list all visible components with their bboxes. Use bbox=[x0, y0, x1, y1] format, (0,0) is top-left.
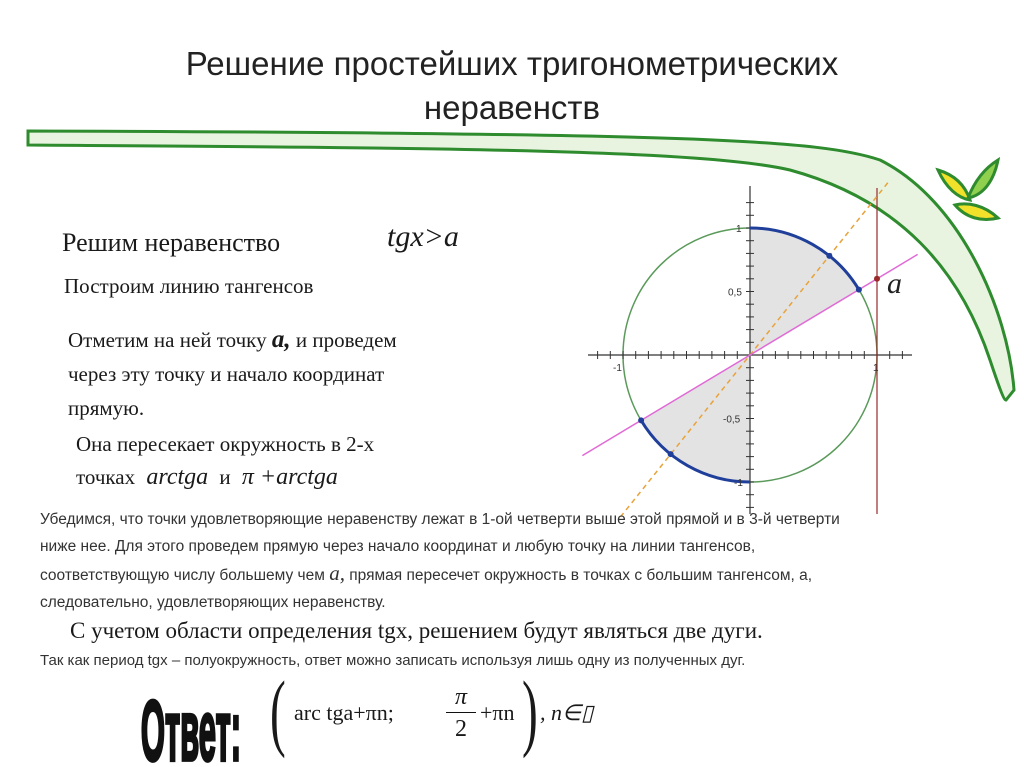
intersection-point-4 bbox=[668, 451, 674, 457]
mark-point-line bbox=[68, 326, 397, 354]
period-note: Так как период tgx – полуокружность, ответ можно записать используя лишь одну из полученных дуг. bbox=[40, 652, 746, 669]
point-a-marker bbox=[874, 276, 880, 282]
explanation-line-3 bbox=[40, 560, 1000, 589]
title-line-1: Решение простейших тригонометрических bbox=[185, 45, 839, 82]
explanation-var-a: a, bbox=[329, 561, 345, 585]
intersection-point-1 bbox=[856, 287, 862, 293]
line-text: прямую. bbox=[68, 396, 145, 420]
answer-heading bbox=[106, 678, 276, 764]
explanation-paragraph bbox=[40, 506, 1000, 616]
tick-label-x1: 1 bbox=[873, 363, 879, 374]
mark-point-var: a, bbox=[271, 326, 291, 353]
explanation-line-4: следовательно, удовлетворяющих неравенству. bbox=[40, 594, 386, 611]
arctg-point: arctga bbox=[146, 464, 209, 490]
tick-label-ym05: -0,5 bbox=[723, 414, 741, 426]
tick-label-xm1: -1 bbox=[613, 363, 622, 374]
solve-label: Решим неравенство bbox=[62, 228, 281, 257]
formula-arctg: arc tga+πn; bbox=[294, 700, 394, 725]
tick-label-y05: 0,5 bbox=[728, 287, 742, 299]
formula-n: , n∈▯ bbox=[540, 700, 594, 725]
explanation-line-1: Убедимся, что точки удовлетворяющие неравенству лежат в 1-ой четверти выше этой прямой и в 3-й четверти bbox=[40, 511, 840, 528]
point-a-label: a bbox=[887, 266, 902, 300]
shaded-sector-q1 bbox=[750, 228, 859, 355]
crosses-circle-text: Она пересекает окружность в 2-х bbox=[76, 432, 375, 456]
answer-word: Ответ: bbox=[140, 683, 242, 764]
mark-point-tail: и проведем bbox=[295, 328, 397, 352]
formula-arc bbox=[294, 700, 394, 726]
explanation-line-3b: прямая пересечет окружность в точках с большим тангенсом, а, bbox=[349, 567, 813, 584]
formula-rest: +πn bbox=[480, 700, 515, 725]
fraction-numerator: π bbox=[446, 682, 476, 713]
intersection-point-3 bbox=[826, 253, 832, 259]
fraction-denominator: 2 bbox=[455, 716, 467, 742]
tick-label-ym1: -1 bbox=[734, 478, 743, 489]
pi-arctg-point: π +arctga bbox=[241, 464, 338, 490]
and-word: и bbox=[219, 465, 231, 489]
unit-circle-diagram bbox=[580, 180, 920, 520]
points-line bbox=[76, 464, 338, 491]
build-line-text: Построим линию тангенсов bbox=[64, 274, 314, 298]
fraction bbox=[446, 682, 476, 745]
points-word: точках bbox=[76, 465, 136, 489]
mark-point-text: Отметим на ней точку bbox=[68, 328, 267, 352]
explanation-line-2: ниже нее. Для этого проведем прямую через начало координат и любую точку на линии тангенсов, bbox=[40, 538, 756, 555]
inequality-formula: tgx>a bbox=[387, 220, 459, 253]
domain-note: С учетом области определения tgx, решением будут являться две дуги. bbox=[70, 618, 763, 643]
through-origin-text: через эту точку и начало координат bbox=[68, 362, 385, 386]
sprout-icon bbox=[938, 160, 998, 219]
title-line-2: неравенств bbox=[423, 89, 601, 126]
right-paren: ) bbox=[522, 663, 538, 759]
explanation-line-3a: соответствующую числу большему чем bbox=[40, 567, 325, 584]
intersection-point-2 bbox=[638, 417, 644, 423]
tick-label-y1: 1 bbox=[736, 224, 742, 235]
left-paren: ( bbox=[270, 663, 286, 759]
